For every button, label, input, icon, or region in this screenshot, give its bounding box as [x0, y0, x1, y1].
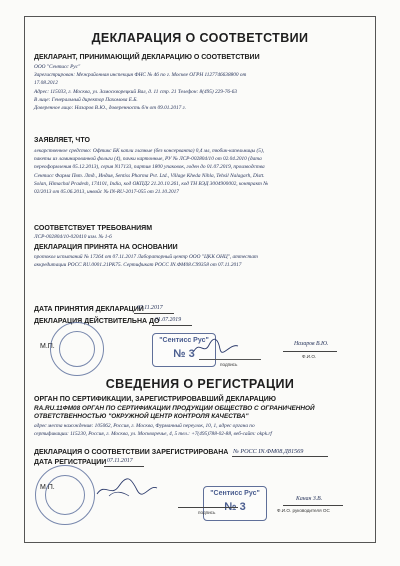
- org-name-line: ОТВЕТСТВЕННОСТЬЮ "ОКРУЖНОЙ ЦЕНТР КОНТРОЛЯ КАЧЕСТВА": [34, 413, 249, 421]
- head-name-underline: [283, 505, 343, 506]
- org-address-line: сертификации: 115230, Россия, г. Москва, ул. Москворечье, 4, 5 тел.: +7(495)788-02-88, веб-сайт: okpk.rf: [34, 431, 272, 438]
- declarant-line: 17.08.2012: [34, 80, 58, 87]
- org-address-line: адрес места нахождения: 105062, Россия, г. Москва, Фурманный переулок, 10, 1, адрес органа по: [34, 422, 255, 429]
- basis-header: ДЕКЛАРАЦИЯ ПРИНЯТА НА ОСНОВАНИИ: [34, 244, 178, 251]
- reg-mp-label: М.П.: [40, 484, 55, 491]
- product-line: Solan, Himachal Pradesh, 174101, India, код ОКПД2 21.20.10.261, код ТН ВЭД 3004900002, контракт №: [34, 180, 269, 187]
- company-stamp-name: "Сентисс Рус": [159, 337, 209, 344]
- valid-until-label: ДЕКЛАРАЦИЯ ДЕЙСТВИТЕЛЬНА ДО: [34, 318, 160, 325]
- product-line: 02/2013 от 05.06.2013, инвойс № IN-RU-2017-055 от 21.10.2017: [34, 189, 179, 196]
- requirements-line: ЛСР-002804/10-020410 изм. № 1-6: [34, 234, 112, 240]
- mp-label: М.П.: [40, 343, 55, 350]
- org-block: [34, 405, 368, 438]
- declarant-line: В лице: Генеральный директор Пахомова Е.Б.: [34, 96, 138, 103]
- declarant-line: Доверенное лицо: Назаров В.Ю., доверенность б/н от 09.01.2017 г.: [34, 105, 186, 112]
- reg-date-underline: [104, 466, 144, 467]
- company-stamp-name: "Сентисс Рус": [210, 490, 260, 497]
- requirements-header: СООТВЕТСТВУЕТ ТРЕБОВАНИЯМ: [34, 225, 153, 232]
- head-name: Канан З.В.: [296, 496, 323, 502]
- signature-caption: подпись: [220, 362, 238, 367]
- registrar-signature: [95, 476, 159, 502]
- basis-block: [34, 253, 366, 269]
- org-header: ОРГАН ПО СЕРТИФИКАЦИИ, ЗАРЕГИСТРИРОВАВШИЙ ДЕКЛАРАЦИЮ: [34, 396, 277, 403]
- certification-body-seal: [35, 465, 95, 525]
- reg-signature-caption: подпись: [198, 510, 216, 515]
- registration-title: СВЕДЕНИЯ О РЕГИСТРАЦИИ: [105, 377, 295, 391]
- signer-name-underline: [283, 351, 337, 352]
- reg-number-underline: [232, 456, 328, 457]
- valid-until-underline: [152, 325, 192, 326]
- company-stamp-number: № 3: [173, 348, 195, 360]
- product-line: лекарственное средство: Офтикс БК капли глазные (без консерванта) 0,4 мл, тюбик-капельницы (5),: [34, 148, 265, 154]
- product-line: Сентисс Фарма Пвт. Лтд., Индия, Sentiss Pharma Pvt. Ltd., Village Kheda Nihla, Tehsil Nalagarh, Distt.: [34, 172, 265, 179]
- valid-until-value: 01.07.2019: [155, 317, 182, 323]
- reg-signature-underline: [178, 507, 238, 508]
- fio-caption: Ф.И.О.: [302, 354, 317, 359]
- product-line: пакеты из ламинированной фольги (4), пачки картонные, РУ № ЛСР-002804/10 от 02.04.2010 (дата: [34, 156, 262, 163]
- reg-label: ДЕКЛАРАЦИЯ О СООТВЕТСТВИИ ЗАРЕГИСТРИРОВАНА: [34, 449, 229, 456]
- accept-date-underline: [134, 313, 174, 314]
- declarant-line: ООО "Сентисс Рус": [34, 64, 81, 70]
- signature-underline: [199, 359, 261, 360]
- signer-name: Назаров В.Ю.: [294, 341, 329, 347]
- reg-date-label: ДАТА РЕГИСТРАЦИИ: [34, 459, 107, 466]
- states-header: ЗАЯВЛЯЕТ, ЧТО: [34, 137, 90, 144]
- declarant-signature: [192, 337, 240, 357]
- product-line: переоформления 05.12.2013), серия N17133, партия 1800 упаковок, годен до 01.07.2019, производства: [34, 164, 265, 171]
- basis-line: протокол испытаний № 17264 от 07.11.2017 Лабораторный центр ООО "ЦКК ОНЦ", аттестат: [34, 254, 258, 260]
- declarant-block: [34, 63, 366, 112]
- round-seal-stamp: [50, 322, 104, 376]
- head-caption: Ф.И.О. руководителя ОС: [277, 508, 330, 513]
- reg-number: № РОСС IN.ФМ08.Д81569: [233, 448, 304, 455]
- document-title: ДЕКЛАРАЦИЯ О СООТВЕТСТВИИ: [91, 31, 309, 45]
- company-stamp-registration: [203, 486, 267, 521]
- declarant-line: Адрес: 115033, г. Москва, ул. Замоскворецкий Вал, д. 11 стр. 21 Телефон: 8(495) 229-76-63: [34, 88, 238, 95]
- accept-date-label: ДАТА ПРИНЯТИЯ ДЕКЛАРАЦИИ: [34, 306, 144, 313]
- basis-line: аккредитации РОСС RU.0001.21РК75. Сертификат РОСС IN.ФМ08.С99358 от 07.11.2017: [34, 262, 242, 269]
- product-block: [34, 147, 368, 196]
- declarant-line: Зарегистрирован: Межрайонная инспекция ФНС № 46 по г. Москве ОГРН 1127746638800 от: [34, 72, 247, 79]
- org-name-line: RA.RU.11ФМ08 ОРГАН ПО СЕРТИФИКАЦИИ ПРОДУКЦИИ ОБЩЕСТВО С ОГРАНИЧЕННОЙ: [34, 405, 315, 412]
- accept-date-value: 07.11.2017: [137, 305, 163, 311]
- company-stamp-number: № 3: [224, 501, 246, 513]
- reg-date-value: 07.11.2017: [107, 458, 133, 464]
- declarant-header: ДЕКЛАРАНТ, ПРИНИМАЮЩИЙ ДЕКЛАРАЦИЮ О СООТВЕТСТВИИ: [34, 54, 260, 61]
